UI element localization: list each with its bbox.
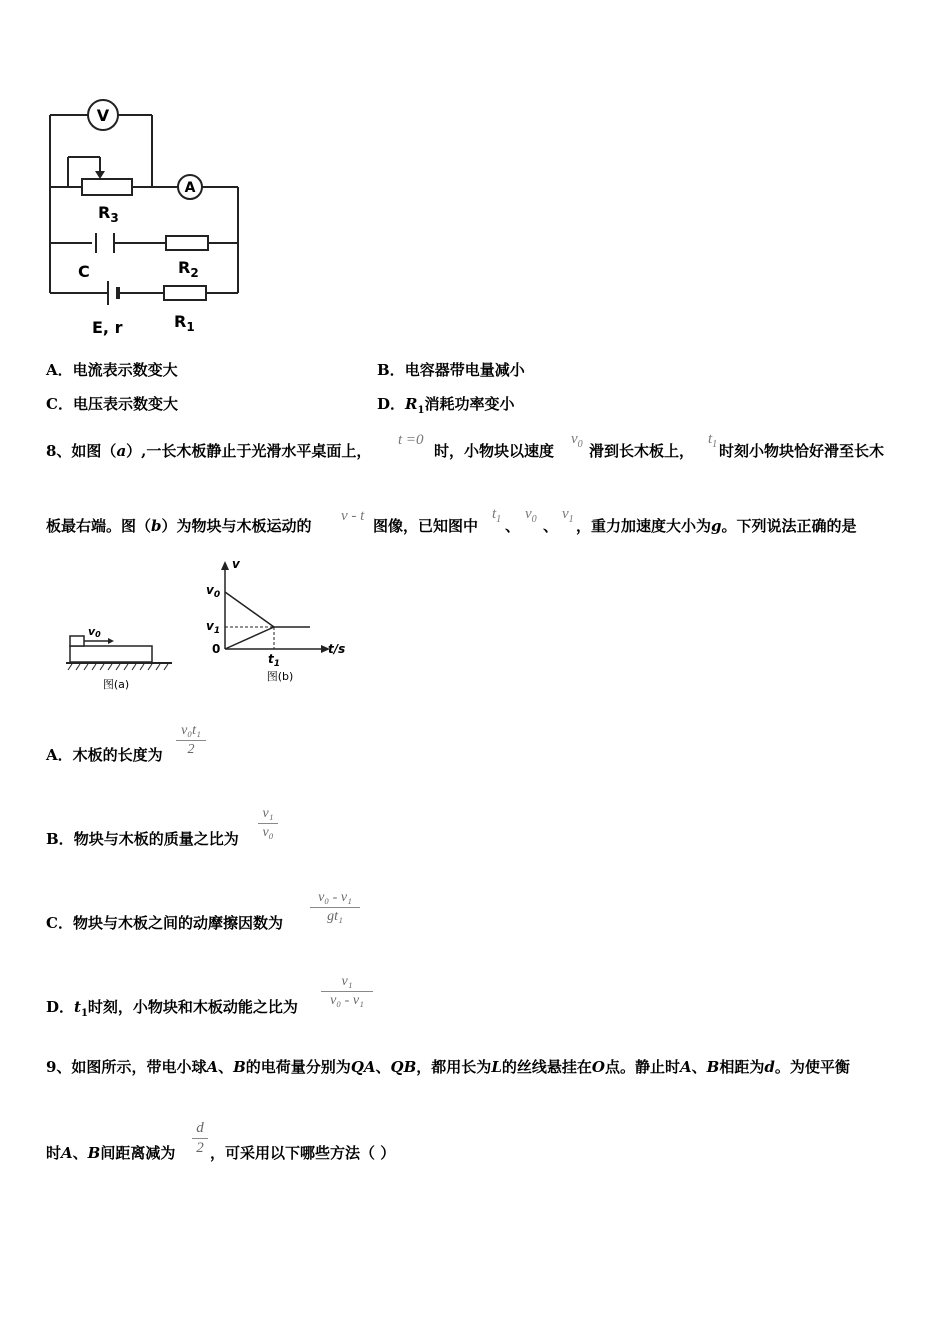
- source-label: E, r: [92, 318, 123, 337]
- fig-b-caption: 图(b): [266, 670, 294, 683]
- r3-label: $R_3$: [98, 203, 119, 225]
- figure-a: [60, 618, 180, 700]
- q8-option-c[interactable]: C．物块与木板之间的动摩擦因数为: [46, 914, 283, 932]
- q8-stem-line1-c: 时，小物块以速度: [434, 442, 555, 460]
- graph-origin-label: 0: [212, 642, 221, 656]
- q8-stem-line2-c: 图像，已知图中: [373, 517, 479, 535]
- q8-stem-line1-d: 滑到长木板上，: [589, 442, 695, 460]
- q8-given-v0: $v_0$: [525, 506, 537, 525]
- q8-stem-line2-d: ，重力加速度大小为g。下列说法正确的是: [576, 517, 857, 535]
- q8-stem-line1-e: 时刻小物块恰好滑至长木: [719, 442, 885, 460]
- block: [70, 636, 84, 646]
- q8-v0: $v_0$: [571, 431, 583, 450]
- q8-stem-line1: 8、如图（a）,一长木板静止于光滑水平桌面上，: [46, 442, 372, 460]
- capacitor-label: C: [78, 262, 90, 281]
- q8-option-b[interactable]: B．物块与木板的质量之比为: [46, 830, 239, 848]
- board-velocity-line: [225, 627, 274, 649]
- fig-a-caption: 图(a): [102, 678, 130, 691]
- q9-stem-line2: 时A、B间距离减为: [46, 1144, 176, 1162]
- q8-option-b-fraction: v₁ v₀: [258, 806, 278, 841]
- q8-stem-line2: 板最右端。图（b）为物块与木板运动的: [46, 517, 312, 535]
- q9-stem-line1: 9、如图所示，带电小球A、B的电荷量分别为QA、QB，都用长为L的丝线悬挂在O点。静止时A、B相距为d。为使平衡: [46, 1058, 850, 1076]
- v-axis-label: v: [232, 557, 240, 571]
- q8-option-d-fraction: v₁ v₀ - v₁: [321, 974, 373, 1009]
- q8-option-a[interactable]: A．木板的长度为: [46, 746, 163, 764]
- block-velocity-line: [225, 592, 274, 627]
- q8-t1: $t_1$: [708, 431, 718, 450]
- q8-option-c-fraction: v₀ - v₁ gt₁: [310, 890, 360, 925]
- circuit-diagram: [40, 95, 260, 345]
- voltmeter-label: V: [96, 106, 110, 125]
- fig-a-v0: v0: [88, 625, 101, 639]
- q8-sep2: 、: [543, 517, 559, 535]
- graph-v0-label: $v_0$: [206, 583, 221, 600]
- q8-option-d[interactable]: D．$t_1$时刻，小物块和木板动能之比为: [46, 998, 298, 1019]
- ammeter-label: A: [184, 180, 196, 196]
- graph-t1-label: $t_1$: [268, 652, 281, 669]
- t-axis-label: t/s: [328, 642, 346, 656]
- q8-option-a-fraction: v₀t₁ 2: [176, 723, 206, 758]
- q8-given-v1: $v_1$: [562, 506, 574, 525]
- graph-v1-label: $v_1$: [206, 619, 221, 636]
- r2-label: $R_2$: [178, 258, 199, 280]
- r1-label: $R_1$: [174, 312, 195, 334]
- q7-option-c[interactable]: C．电压表示数变大: [46, 395, 178, 413]
- q8-t0: t =0: [398, 432, 424, 448]
- q7-option-a[interactable]: A．电流表示数变大: [46, 361, 178, 379]
- q8-vt: v - t: [341, 508, 365, 524]
- q8-given-t1: $t_1$: [492, 506, 502, 525]
- q7-option-b[interactable]: B．电容器带电量减小: [377, 361, 525, 379]
- q9-stem-line2-c: ，可采用以下哪些方法（ ）: [210, 1144, 396, 1162]
- q9-fraction: d 2: [192, 1120, 208, 1157]
- q8-sep1: 、: [505, 517, 521, 535]
- figure-b: [200, 556, 360, 686]
- q7-option-d[interactable]: D．$R_1$消耗功率变小: [377, 395, 515, 416]
